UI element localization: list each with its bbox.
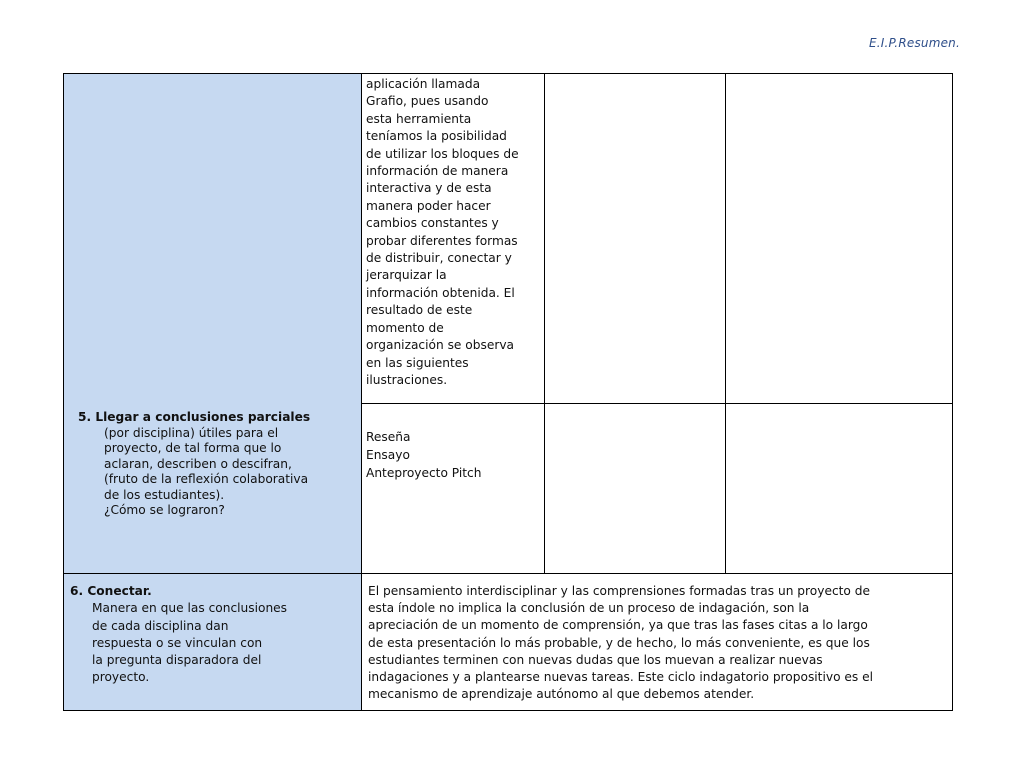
organization-line: resultado de este [366, 303, 473, 318]
organization-line: información de manera [366, 164, 509, 179]
step-5-label-cell [64, 74, 362, 574]
empty-cell [726, 404, 953, 574]
step-5-line: (por disciplina) útiles para el [104, 425, 279, 440]
step-5-line: de los estudiantes). [104, 487, 225, 502]
organization-line: organización se observa [366, 338, 515, 353]
conclusion-line: esta índole no implica la conclusión de un proceso de indagación, son la [368, 601, 810, 616]
step-6-content-cell [362, 574, 953, 711]
conclusion-line: El pensamiento interdisciplinar y las comprensiones formadas tras un proyecto de [368, 584, 870, 598]
step-6-line: de cada disciplina dan [92, 618, 229, 633]
step-6-description [70, 600, 355, 686]
step-6-content [362, 574, 952, 707]
organization-line: teníamos la posibilidad [366, 129, 507, 144]
organization-text [362, 74, 545, 389]
organization-line: jerarquizar la [366, 268, 447, 283]
step-6-label-cell [64, 574, 362, 711]
organization-line: de distribuir, conectar y [366, 251, 512, 266]
products-list [362, 404, 544, 486]
organization-cell [362, 74, 545, 404]
step-5-description [78, 426, 355, 519]
organization-line: aplicación llamada [366, 77, 481, 91]
product-item: Reseña [366, 430, 411, 444]
organization-line: información obtenida. El [366, 285, 515, 300]
conclusion-line: indagaciones y a plantearse nuevas tareas. Este ciclo indagatorio propositivo es el [368, 670, 874, 685]
step-6-line: proyecto. [92, 670, 150, 685]
organization-line: de utilizar los bloques de [366, 146, 519, 161]
empty-cell [726, 74, 953, 404]
table-row [64, 74, 953, 404]
step-5-line: (fruto de la reflexión colaborativa [104, 472, 309, 486]
conclusion-line: mecanismo de aprendizaje autónomo al que debemos atender. [368, 687, 755, 702]
step-5-line: aclaran, describen o descifran, [104, 456, 292, 471]
organization-line: manera poder hacer [366, 198, 491, 213]
organization-line: esta herramienta [366, 111, 472, 126]
organization-line: momento de [366, 320, 444, 335]
organization-line: ilustraciones. [366, 372, 448, 387]
empty-cell [545, 74, 726, 404]
products-cell [362, 404, 545, 574]
empty-cell [545, 404, 726, 574]
project-summary-table [63, 73, 953, 711]
step-5-line: proyecto, de tal forma que lo [104, 441, 282, 455]
table-row [64, 574, 953, 711]
step-6-line: la pregunta disparadora del [92, 653, 262, 668]
step-5-line: ¿Cómo se lograron? [104, 503, 225, 517]
organization-line: Grafio, pues usando [366, 94, 489, 109]
organization-line: interactiva y de esta [366, 181, 492, 196]
organization-line: cambios constantes y [366, 216, 499, 231]
step-6-line: respuesta o se vinculan con [92, 635, 263, 650]
step-6-title: 6. Conectar. [70, 584, 152, 598]
step-5-title: 5. Llegar a conclusiones parciales [78, 410, 311, 424]
conclusion-line: apreciación de un momento de comprensión, ya que tras las fases citas a lo largo [368, 618, 868, 633]
product-item: Ensayo [366, 448, 410, 462]
conclusion-line: de esta presentación lo más probable, y de hecho, lo más conveniente, es que los [368, 635, 870, 650]
conclusion-line: estudiantes terminen con nuevas dudas que los muevan a realizar nuevas [368, 652, 823, 667]
step-6-line: Manera en que las conclusiones [92, 601, 288, 616]
product-item: Anteproyecto Pitch [366, 466, 482, 480]
organization-line: probar diferentes formas [366, 233, 518, 248]
document-header: E.I.P.Resumen. [868, 36, 960, 50]
organization-line: en las siguientes [366, 355, 469, 370]
